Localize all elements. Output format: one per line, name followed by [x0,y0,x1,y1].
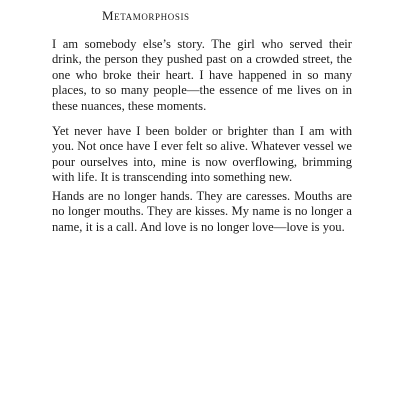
paragraph-1: I am somebody else’s story. The girl who served their drink, the person they pushed past on a crowded street, the one who broke their heart. I have happened in so many places, to so many people—the essence of me lives on in these nuances, these moments. [52,37,352,113]
document-title: Metamorphosis [102,8,190,23]
paragraph-3: Hands are no longer hands. They are caresses. Mouths are no longer mouths. They are kisses. My name is no longer a name, it is a call. And love is no longer love—love is you. [52,189,352,234]
paragraph-2: Yet never have I been bolder or brighter than I am with you. Not once have I ever felt so alive. Whatever vessel we pour ourselves into, mine is now overflowing, brimming with life. It is transcending into something new. [52,124,352,185]
